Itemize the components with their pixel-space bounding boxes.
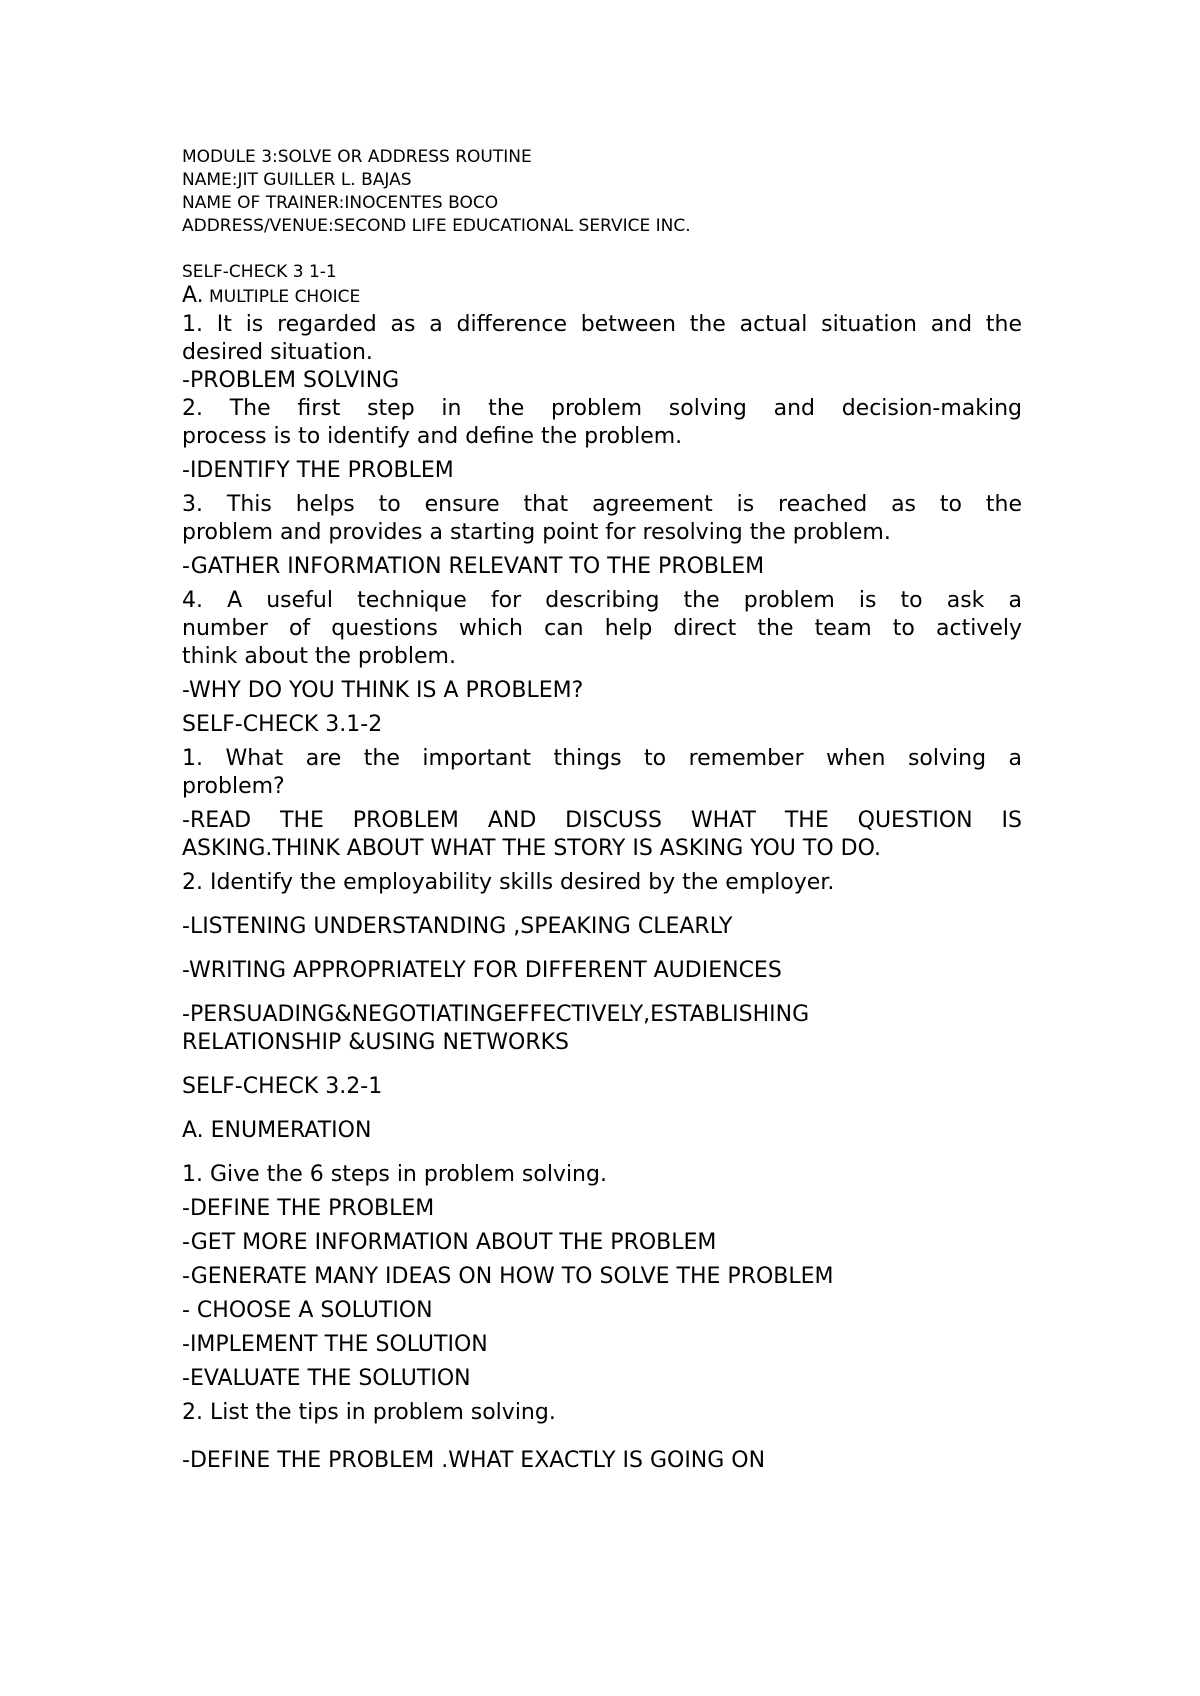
trainer-name: NAME OF TRAINER:INOCENTES BOCO xyxy=(182,193,499,213)
question-2-line-1: 2. The first step in the problem solving and decision-making xyxy=(182,396,1022,421)
sc2-answer-2-skill-3-line-2: RELATIONSHIP &USING NETWORKS xyxy=(182,1030,569,1055)
sc3-question-2: 2. List the tips in problem solving. xyxy=(182,1400,556,1425)
answer-1: -PROBLEM SOLVING xyxy=(182,368,400,393)
sc2-question-1-line-2: problem? xyxy=(182,774,285,799)
section-letter: A. xyxy=(182,283,204,308)
sc2-answer-2-skill-2: -WRITING APPROPRIATELY FOR DIFFERENT AUDIENCES xyxy=(182,958,782,983)
tip-1: -DEFINE THE PROBLEM .WHAT EXACTLY IS GOING ON xyxy=(182,1448,766,1473)
section-multiple-choice xyxy=(182,284,1022,309)
question-3-line-1: 3. This helps to ensure that agreement is reached as to the xyxy=(182,492,1022,517)
answer-2: -IDENTIFY THE PROBLEM xyxy=(182,458,454,483)
module-title: MODULE 3:SOLVE OR ADDRESS ROUTINE xyxy=(182,147,532,167)
self-check-2-title: SELF-CHECK 3.1-2 xyxy=(182,712,383,737)
sc2-answer-1-line-1: -READ THE PROBLEM AND DISCUSS WHAT THE QUESTION IS xyxy=(182,808,1022,833)
sc2-question-2: 2. Identify the employability skills desired by the employer. xyxy=(182,870,835,895)
question-4-line-2: number of questions which can help direct the team to actively xyxy=(182,616,1022,641)
section-label: MULTIPLE CHOICE xyxy=(203,287,361,307)
answer-3: -GATHER INFORMATION RELEVANT TO THE PROBLEM xyxy=(182,554,765,579)
sc2-answer-2-skill-1: -LISTENING UNDERSTANDING ,SPEAKING CLEARLY xyxy=(182,914,733,939)
student-name: NAME:JIT GUILLER L. BAJAS xyxy=(182,170,412,190)
sc3-question-1: 1. Give the 6 steps in problem solving. xyxy=(182,1162,607,1187)
step-1: -DEFINE THE PROBLEM xyxy=(182,1196,435,1221)
answer-4: -WHY DO YOU THINK IS A PROBLEM? xyxy=(182,678,584,703)
document-page xyxy=(182,146,1022,1475)
self-check-1-title: SELF-CHECK 3 1-1 xyxy=(182,262,337,282)
question-4-line-3: think about the problem. xyxy=(182,644,456,669)
step-2: -GET MORE INFORMATION ABOUT THE PROBLEM xyxy=(182,1230,717,1255)
header-spacer xyxy=(182,238,1022,260)
step-6: -EVALUATE THE SOLUTION xyxy=(182,1366,471,1391)
sc2-answer-1-line-2: ASKING.THINK ABOUT WHAT THE STORY IS ASKING YOU TO DO. xyxy=(182,836,881,861)
question-4-line-1: 4. A useful technique for describing the problem is to ask a xyxy=(182,588,1022,613)
sc2-question-1-line-1: 1. What are the important things to remember when solving a xyxy=(182,746,1022,771)
question-3-line-2: problem and provides a starting point for resolving the problem. xyxy=(182,520,891,545)
section-enumeration: A. ENUMERATION xyxy=(182,1118,372,1143)
step-4: - CHOOSE A SOLUTION xyxy=(182,1298,433,1323)
sc2-answer-2-skill-3-line-1: -PERSUADING&NEGOTIATINGEFFECTIVELY,ESTABLISHING xyxy=(182,1002,810,1027)
self-check-3-title: SELF-CHECK 3.2-1 xyxy=(182,1074,383,1099)
question-1: 1. It is regarded as a difference between the actual situation and the desired situation. xyxy=(182,312,1022,365)
question-2-line-2: process is to identify and define the problem. xyxy=(182,424,683,449)
step-5: -IMPLEMENT THE SOLUTION xyxy=(182,1332,488,1357)
step-3: -GENERATE MANY IDEAS ON HOW TO SOLVE THE PROBLEM xyxy=(182,1264,834,1289)
address-venue: ADDRESS/VENUE:SECOND LIFE EDUCATIONAL SERVICE INC. xyxy=(182,216,691,236)
